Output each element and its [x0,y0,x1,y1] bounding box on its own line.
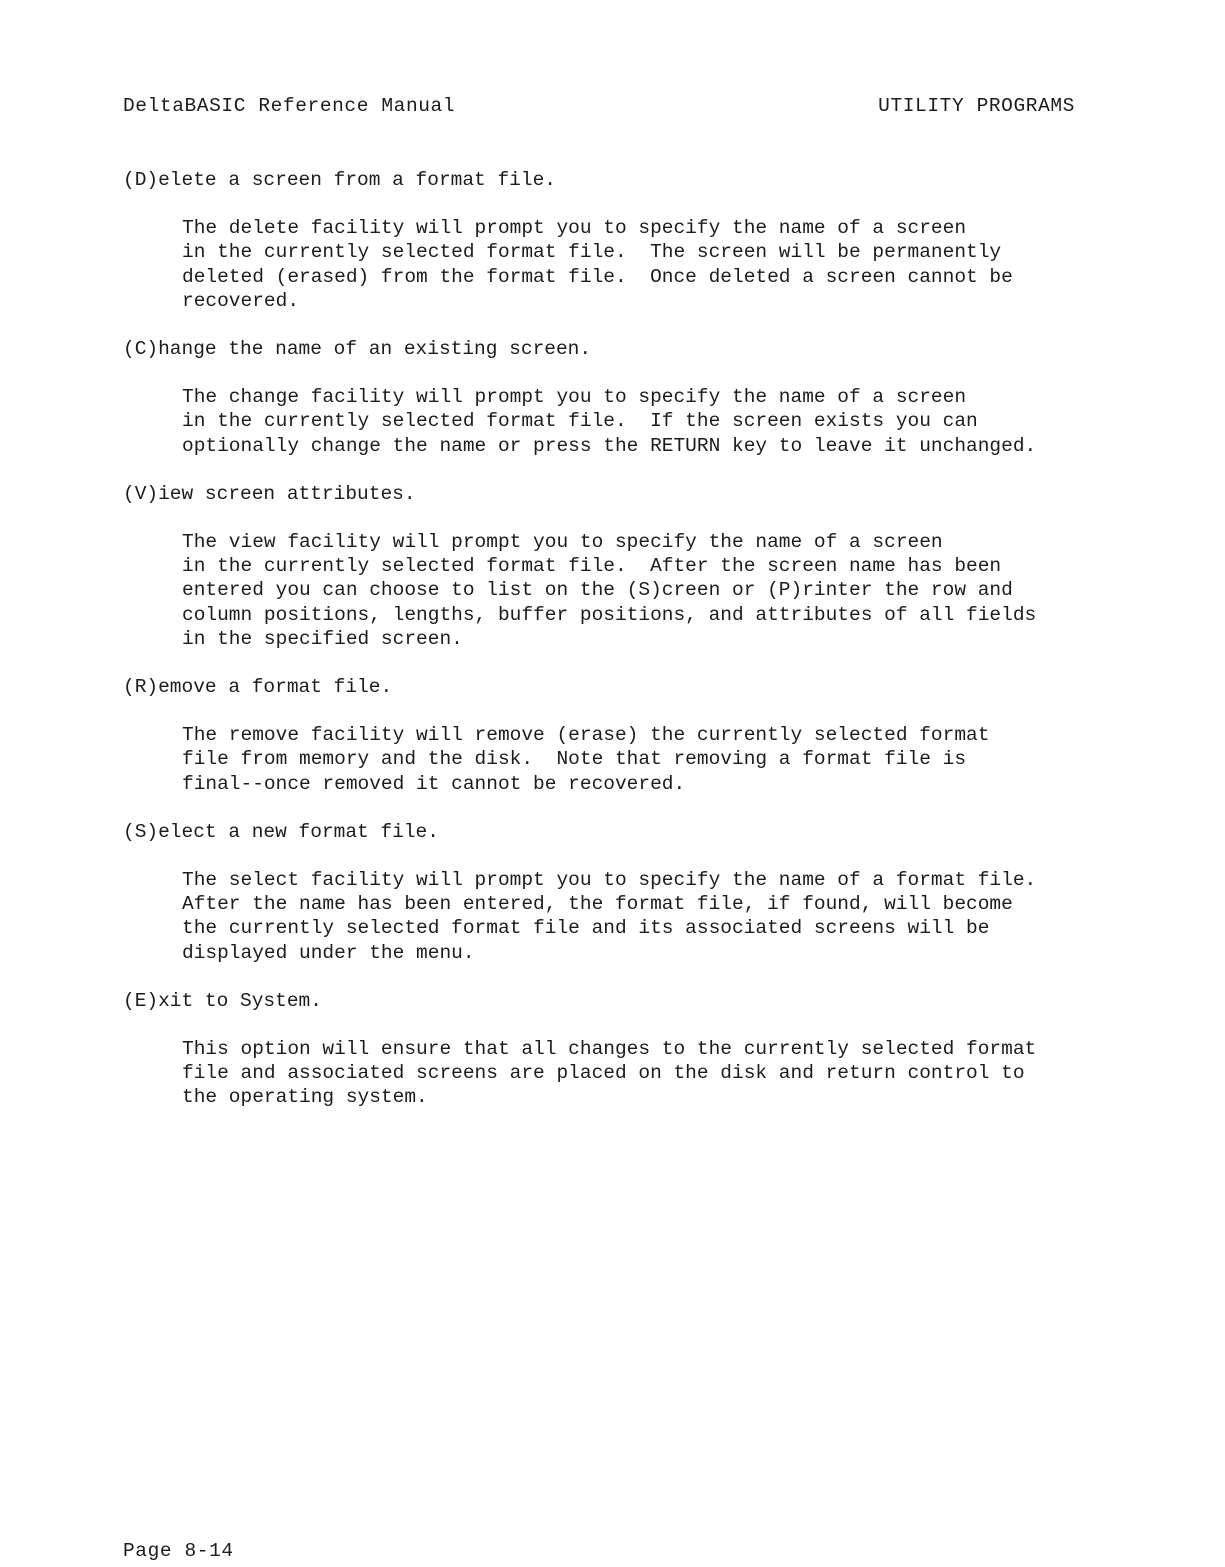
section-body-change [182,385,1083,458]
body-line: final--once removed it cannot be recovered. [182,772,686,795]
section-remove [123,675,1083,796]
body-line: The change facility will prompt you to specify the name of a screen [182,386,967,409]
body-line: file and associated screens are placed on the disk and return control to [182,1062,1025,1085]
body-line: The select facility will prompt you to specify the name of a format file. [182,869,1037,892]
section-body-select [182,868,1083,965]
body-line: in the currently selected format file. After the screen name has been [182,555,1002,578]
section-delete [123,168,1083,313]
section-select [123,820,1083,965]
body-line: deleted (erased) from the format file. Once deleted a screen cannot be [182,265,1013,288]
body-line: recovered. [182,289,300,312]
section-body-view [182,530,1083,651]
manual-title: DeltaBASIC Reference Manual [123,95,456,117]
body-line: in the currently selected format file. The screen will be permanently [182,241,1002,264]
body-line: in the currently selected format file. If the screen exists you can [182,410,978,433]
section-body-delete [182,216,1083,313]
body-line: file from memory and the disk. Note that removing a format file is [182,748,967,771]
body-line: column positions, lengths, buffer positions, and attributes of all fields [182,603,1037,626]
body-line: the currently selected format file and its associated screens will be [182,917,990,940]
page-content [123,168,1083,1134]
body-line: The delete facility will prompt you to specify the name of a screen [182,217,967,240]
section-title-change: (C)hange the name of an existing screen. [123,338,592,361]
chapter-title: UTILITY PROGRAMS [878,95,1075,117]
body-line: entered you can choose to list on the (S)creen or (P)rinter the row and [182,579,1013,602]
section-exit [123,989,1083,1110]
section-title-exit: (E)xit to System. [123,989,322,1012]
section-body-exit [182,1037,1083,1110]
section-title-remove: (R)emove a format file. [123,676,393,699]
section-body-remove [182,723,1083,796]
section-title-delete: (D)elete a screen from a format file. [123,169,556,191]
section-change [123,337,1083,458]
section-title-select: (S)elect a new format file. [123,820,439,843]
body-line: The remove facility will remove (erase) the currently selected format [182,724,990,747]
body-line: After the name has been entered, the format file, if found, will become [182,893,1013,916]
body-line: This option will ensure that all changes to the currently selected format [182,1038,1037,1061]
body-line: displayed under the menu. [182,941,475,964]
body-line: in the specified screen. [182,627,463,650]
section-view [123,482,1083,651]
body-line: the operating system. [182,1086,428,1109]
section-title-view: (V)iew screen attributes. [123,482,416,505]
body-line: The view facility will prompt you to specify the name of a screen [182,531,943,554]
body-line: optionally change the name or press the RETURN key to leave it unchanged. [182,434,1037,457]
page-number: Page 8-14 [123,1540,234,1562]
